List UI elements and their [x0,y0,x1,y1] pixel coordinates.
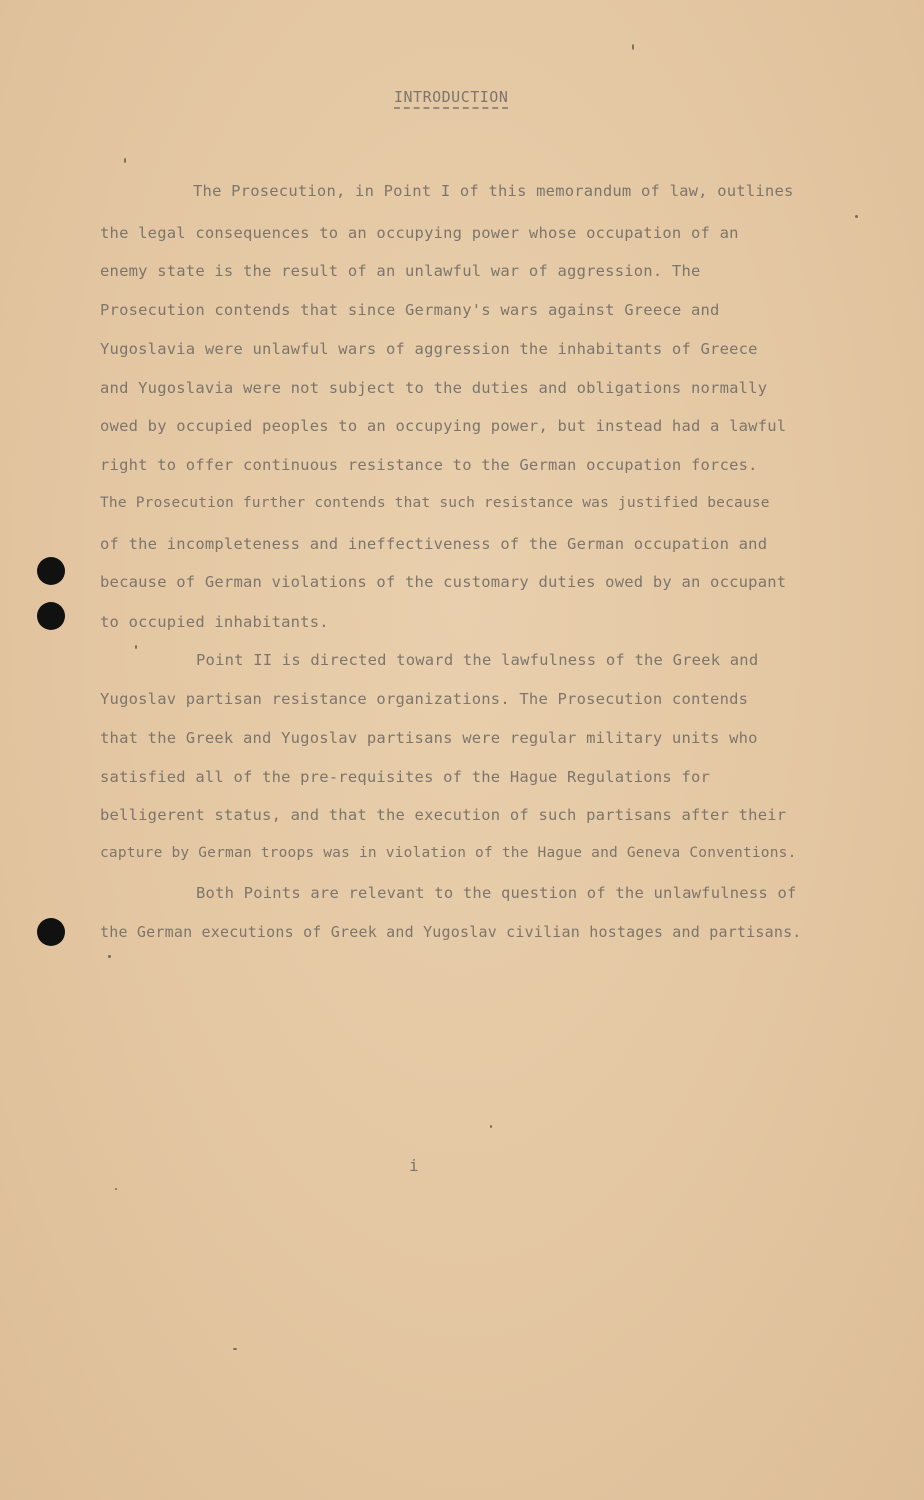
text-line-15: that the Greek and Yugoslav partisans were regular military units who [100,729,758,747]
paper-speck [632,44,634,50]
text-line-7: owed by occupied peoples to an occupying power, but instead had a lawful [100,417,787,435]
text-line-1: The Prosecution, in Point I of this memorandum of law, outlines [193,182,794,200]
page-number: i [409,1156,419,1175]
text-line-10: of the incompleteness and ineffectiveness of the German occupation and [100,535,768,553]
paper-speck [108,955,111,958]
text-line-5: Yugoslavia were unlawful wars of aggression the inhabitants of Greece [100,340,758,358]
text-line-14: Yugoslav partisan resistance organizations. The Prosecution contends [100,690,749,708]
paper-speck [115,1188,117,1190]
text-line-4: Prosecution contends that since Germany's wars against Greece and [100,301,720,319]
text-line-2: the legal consequences to an occupying power whose occupation of an [100,224,739,242]
text-line-19: Both Points are relevant to the question of the unlawfulness of [196,884,797,902]
paper-speck [124,158,126,163]
text-line-6: and Yugoslavia were not subject to the duties and obligations normally [100,379,768,397]
paper-speck [233,1348,237,1350]
text-line-9: The Prosecution further contends that such resistance was justified because [100,495,770,511]
text-line-11: because of German violations of the customary duties owed by an occupant [100,573,787,591]
punch-hole-middle [37,602,65,630]
text-line-13: Point II is directed toward the lawfulness of the Greek and [196,651,759,669]
page-title: INTRODUCTION [394,88,509,106]
paper-speck [135,645,137,649]
punch-hole-top [37,557,65,585]
text-line-16: satisfied all of the pre-requisites of the Hague Regulations for [100,768,711,786]
text-line-20: the German executions of Greek and Yugoslav civilian hostages and partisans. [100,923,802,941]
text-line-3: enemy state is the result of an unlawful war of aggression. The [100,262,701,280]
punch-hole-bottom [37,918,65,946]
text-line-8: right to offer continuous resistance to the German occupation forces. [100,456,758,474]
text-line-12: to occupied inhabitants. [100,613,329,631]
paper-speck [855,215,858,218]
paper-speck [490,1125,492,1128]
text-line-17: belligerent status, and that the execution of such partisans after their [100,806,787,824]
text-line-18: capture by German troops was in violation of the Hague and Geneva Conventions. [100,845,797,861]
